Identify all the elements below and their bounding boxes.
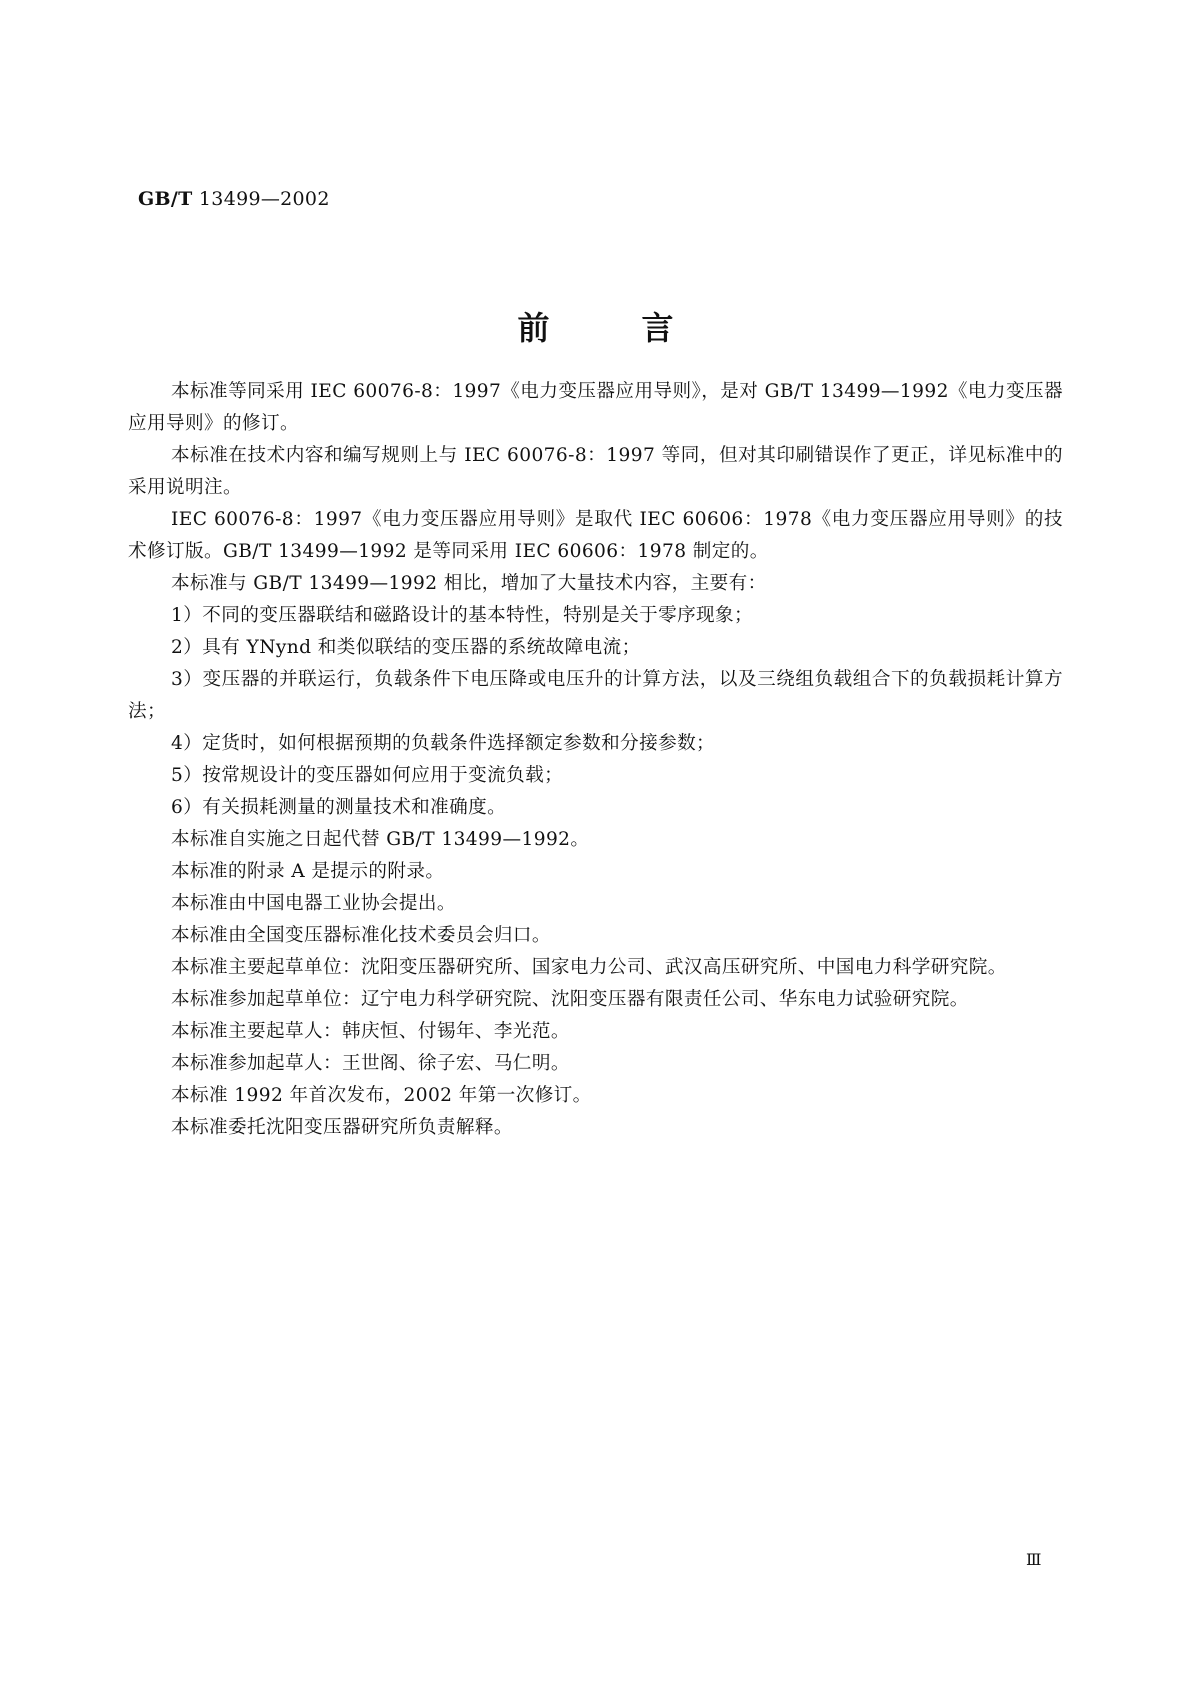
paragraph: 本标准参加起草人：王世阁、徐子宏、马仁明。 [171, 1053, 570, 1074]
list-item: 3）变压器的并联运行，负载条件下电压降或电压升的计算方法，以及三绕组负载组合下的负载损耗计算方法； [128, 669, 1063, 722]
foreword-body [128, 376, 1063, 1144]
list-item: 1）不同的变压器联结和磁路设计的基本特性，特别是关于零序现象； [171, 605, 754, 626]
paragraph: 本标准由全国变压器标准化技术委员会归口。 [171, 925, 551, 946]
paragraph: 本标准在技术内容和编写规则上与 IEC 60076-8：1997 等同，但对其印刷错误作了更正，详见标准中的采用说明注。 [128, 445, 1063, 498]
paragraph: 本标准由中国电器工业协会提出。 [171, 893, 456, 914]
standard-code-prefix: GB/T [138, 188, 193, 210]
list-item: 5）按常规设计的变压器如何应用于变流负载； [171, 765, 564, 786]
paragraph: 本标准委托沈阳变压器研究所负责解释。 [171, 1117, 513, 1138]
standard-code [138, 188, 330, 210]
paragraph: 本标准的附录 A 是提示的附录。 [171, 861, 445, 882]
paragraph: 本标准主要起草单位：沈阳变压器研究所、国家电力公司、武汉高压研究所、中国电力科学研究院。 [171, 957, 1007, 978]
list-item: 2）具有 YNynd 和类似联结的变压器的系统故障电流； [171, 637, 641, 658]
paragraph: 本标准与 GB/T 13499—1992 相比，增加了大量技术内容，主要有： [171, 573, 767, 594]
paragraph: 本标准主要起草人：韩庆恒、付锡年、李光范。 [171, 1021, 570, 1042]
page-title: 前言 [517, 309, 766, 347]
paragraph: IEC 60076-8：1997《电力变压器应用导则》是取代 IEC 60606：1978《电力变压器应用导则》的技术修订版。GB/T 13499—1992 是等同采用 IEC 60606：1978 制定的。 [128, 509, 1063, 562]
paragraph: 本标准自实施之日起代替 GB/T 13499—1992。 [171, 829, 590, 850]
page-number: Ⅲ [1026, 1550, 1042, 1569]
paragraph: 本标准 1992 年首次发布，2002 年第一次修订。 [171, 1085, 592, 1106]
paragraph: 本标准参加起草单位：辽宁电力科学研究院、沈阳变压器有限责任公司、华东电力试验研究院。 [171, 989, 969, 1010]
list-item: 4）定货时，如何根据预期的负载条件选择额定参数和分接参数； [171, 733, 716, 754]
paragraph: 本标准等同采用 IEC 60076-8：1997《电力变压器应用导则》，是对 GB/T 13499—1992《电力变压器应用导则》的修订。 [128, 381, 1063, 434]
list-item: 6）有关损耗测量的测量技术和准确度。 [171, 797, 507, 818]
standard-code-number: 13499—2002 [192, 188, 330, 210]
